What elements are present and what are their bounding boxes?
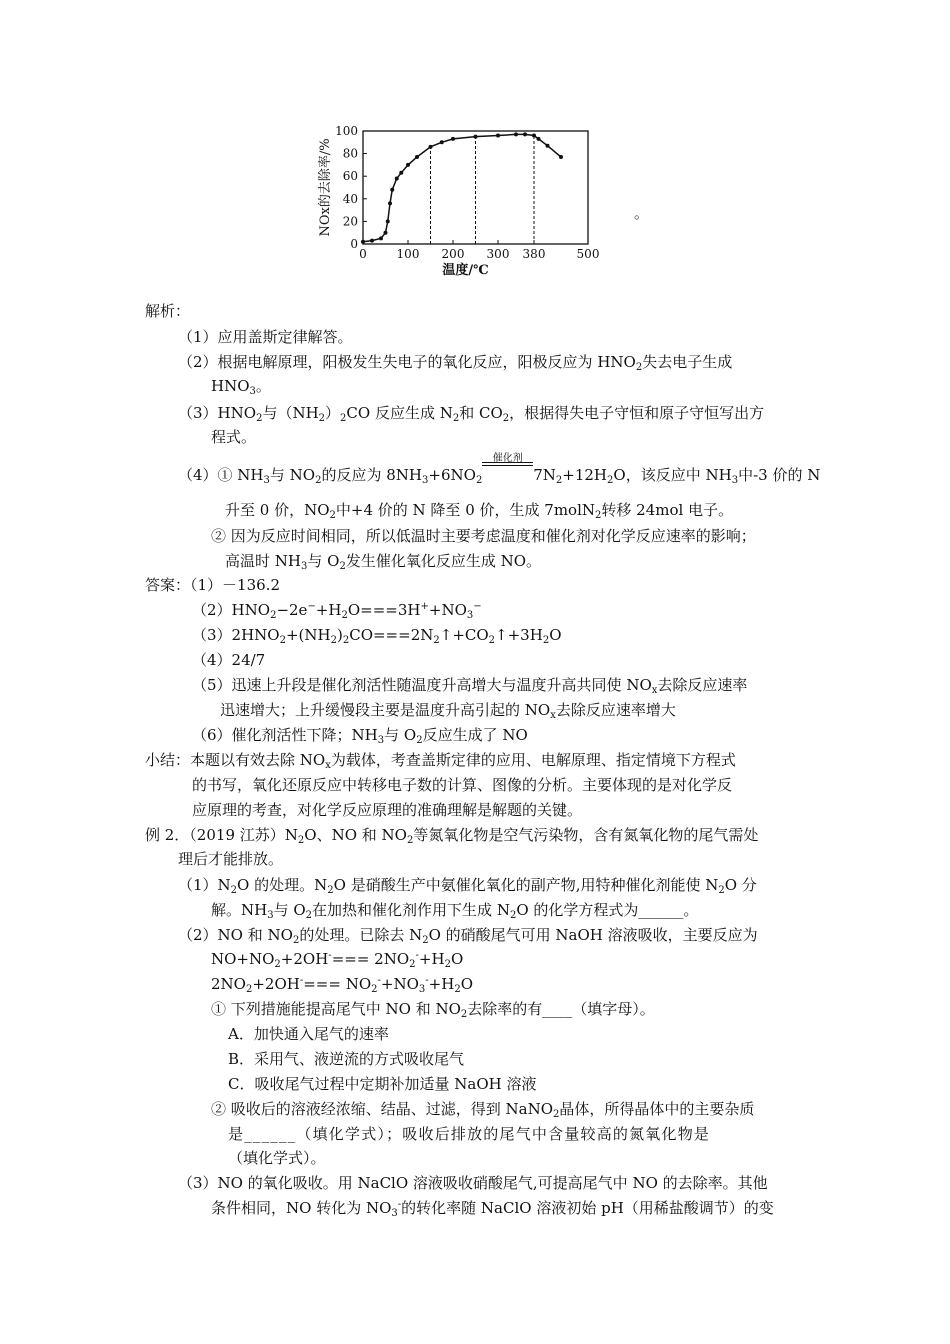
data-point xyxy=(390,188,394,192)
analysis-p4-line2: 升至 0 价，$NO_2$中+4 价的 N 降至 0 价，生成 7molN$_2$转移 24mol 电子。 xyxy=(225,501,734,521)
option-b: B．采用气、液逆流的方式吸收尾气 xyxy=(228,1050,465,1068)
analysis-p5-line2: 高温时 $NH_3$与 $O_2$发生催化氧化反应生成 NO。 xyxy=(225,552,542,572)
x-tick-label: 380 xyxy=(522,247,546,261)
y-tick-label: 100 xyxy=(335,124,358,138)
data-point xyxy=(440,140,444,144)
question2-ii-line1: ② 吸收后的溶液经浓缩、结晶、过滤，得到 NaNO$_2$晶体，所得晶体中的主要杂质 xyxy=(211,1100,755,1120)
equation-1: $NO+NO_2+2OH^-=== 2NO_2^-+H_2O$ xyxy=(211,950,464,970)
question1-line2: 解。$NH_3$与 $O_2$在加热和催化剂作用下生成 $N_2O$ 的化学方程式为______。 xyxy=(211,901,699,921)
question2-line1: （2）NO 和 $NO_2$的处理。已除去 $N_2O$ 的硝酸尾气可用 NaOH 溶液吸收，主要反应为 xyxy=(178,926,758,946)
catalyst-equals-sign: 催化剂 xyxy=(482,464,533,486)
example2-line2: 理后才能排放。 xyxy=(178,850,284,868)
summary-line2: 的书写，氧化还原反应中转移电子数的计算、图像的分析。主要体现的是对化学反 xyxy=(192,776,733,794)
data-point xyxy=(361,240,365,244)
data-point xyxy=(451,137,455,141)
x-axis-label: 温度/℃ xyxy=(442,263,489,278)
y-tick-label: 20 xyxy=(342,214,358,229)
data-point xyxy=(406,163,410,167)
answer-4: （4）24/7 xyxy=(192,651,266,669)
data-point xyxy=(395,176,399,180)
data-point xyxy=(523,132,527,136)
data-point xyxy=(546,144,550,148)
data-point xyxy=(388,201,392,205)
analysis-p4-line1: （4）① $NH_3$与 $NO_2$的反应为 $8NH_3+6NO_2$ 催化剂 $7N_2+12H_2O$，该反应中 $NH_3$中-3 价的 N xyxy=(178,453,821,486)
data-point xyxy=(399,171,403,175)
chart-trailing-mark: 。 xyxy=(634,204,650,222)
analysis-heading: 解析： xyxy=(145,302,191,320)
data-point xyxy=(496,134,500,138)
y-tick-label: 80 xyxy=(342,146,358,161)
x-tick-label: 100 xyxy=(396,247,420,261)
x-tick-label: 500 xyxy=(576,247,600,261)
answer-5-line1: （5）迅速上升段是催化剂活性随温度升高增大与温度升高共同使 $NO_x$去除反应速率 xyxy=(192,676,748,696)
analysis-p3-line2: 程式。 xyxy=(211,428,257,446)
answer-6: （6）催化剂活性下降；$NH_3$与 $O_2$反应生成了 NO xyxy=(192,726,528,746)
x-tick-label: 200 xyxy=(441,247,465,261)
summary-line1: 小结：本题以有效去除 $NO_x$为载体，考查盖斯定律的应用、电解原理、指定情境下方程式 xyxy=(145,751,736,771)
data-point xyxy=(370,239,374,243)
data-point xyxy=(384,231,388,235)
data-point xyxy=(379,236,383,240)
x-tick-label: 300 xyxy=(486,247,510,261)
y-tick-label: 40 xyxy=(342,191,358,206)
data-point xyxy=(429,145,433,149)
analysis-p1: （1）应用盖斯定律解答。 xyxy=(178,328,353,346)
option-c: C．吸收尾气过程中定期补加适量 NaOH 溶液 xyxy=(228,1075,537,1093)
data-point xyxy=(559,155,563,159)
question2-ii-line2: 是______（填化学式）；吸收后排放的尾气中含量较高的氮氧化物是 xyxy=(228,1125,711,1143)
y-axis-label: NOx的去除率/% xyxy=(318,138,333,237)
question3-line1: （3）NO 的氧化吸收。用 NaClO 溶液吸收硝酸尾气,可提高尾气中 NO 的去除率。其他 xyxy=(178,1174,768,1192)
option-a: A．加快通入尾气的速率 xyxy=(228,1025,389,1043)
data-point xyxy=(386,219,390,223)
data-point xyxy=(415,155,419,159)
example2-line1: 例 2．（2019 江苏）$N_2O$、NO 和 $NO_2$等氮氧化物是空气污染物，含有氮氧化物的尾气需处 xyxy=(145,826,759,846)
analysis-p2-line1: （2）根据电解原理，阳极发生失电子的氧化反应，阳极反应为 $HNO_2$失去电子生成 xyxy=(178,353,733,373)
analysis-p2-line2: $HNO_3$。 xyxy=(211,377,271,397)
removal-rate-chart xyxy=(305,118,605,278)
x-tick-label: 0 xyxy=(359,247,367,261)
answer-2: $(2)HNO_2-2e^-+H_2O===3H^++NO_3^-$ xyxy=(192,601,482,621)
question3-line2: 条件相同，NO 转化为 $NO_3^-$的转化率随 NaClO 溶液初始 pH（用稀盐酸调节）的变 xyxy=(211,1199,774,1219)
y-tick-label: 60 xyxy=(342,169,358,184)
summary-line3: 应原理的考查，对化学反应原理的准确理解是解题的关键。 xyxy=(192,801,583,819)
answer-heading: 答案：（1）－136.2 xyxy=(145,576,280,594)
data-point xyxy=(474,135,478,139)
data-point xyxy=(532,134,536,138)
analysis-p3-line1: $(3)HNO_2$与$(NH_2)_2CO$ 反应生成 $N_2$和 $CO_2$，根据得失电子守恒和原子守恒写出方 xyxy=(178,404,765,424)
question2-i: ① 下列措施能提高尾气中 NO 和 $NO_2$去除率的有____（填字母）。 xyxy=(211,1000,655,1020)
answer-3: $(3)2HNO_2+(NH_2)_2CO===2N_2↑+CO_2↑+3H_2O$ xyxy=(192,626,562,646)
question2-ii-line3: （填化学式）。 xyxy=(228,1149,326,1167)
data-point xyxy=(514,132,518,136)
equation-2: $2NO_2+2OH^-=== NO_2^-+NO_3^-+H_2O$ xyxy=(211,975,474,995)
analysis-p5-line1: ② 因为反应时间相同，所以低温时主要考虑温度和催化剂对化学反应速率的影响； xyxy=(211,527,756,545)
data-point xyxy=(537,137,541,141)
question1-line1: $(1)N_2O$ 的处理。$N_2O$ 是硝酸生产中氨催化氧化的副产物,用特种催化剂能使 $N_2O$ 分 xyxy=(178,876,757,896)
y-tick-label: 0 xyxy=(350,237,358,251)
answer-5-line2: 迅速增大；上升缓慢段主要是温度升高引起的 $NO_x$去除反应速率增大 xyxy=(220,701,676,721)
